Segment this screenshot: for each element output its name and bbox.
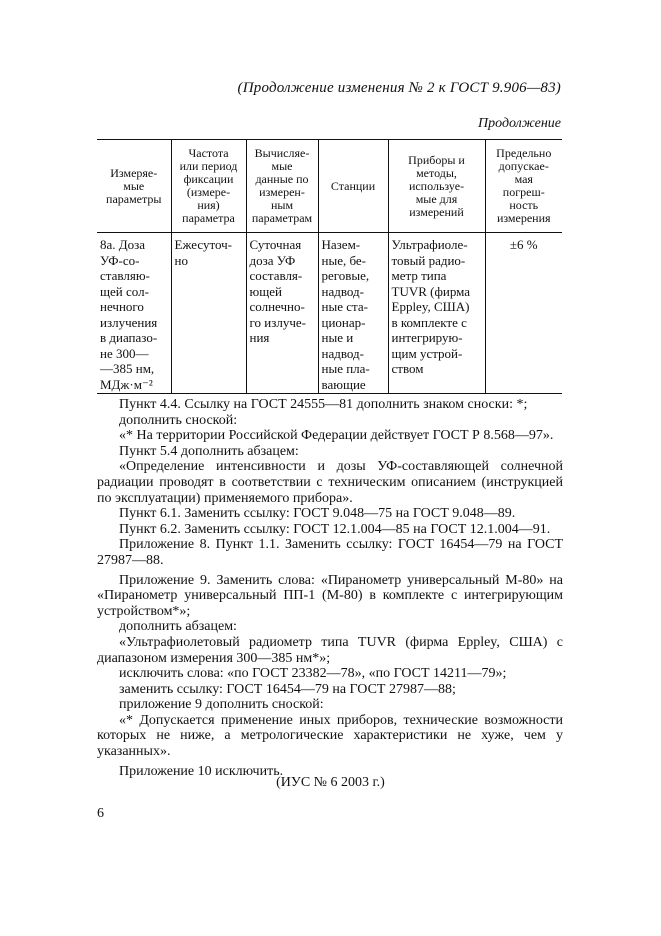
paragraph: исключить слова: «по ГОСТ 23382—78», «по ГОСТ 14211—79»; [119, 666, 507, 682]
paragraph: Пункт 4.4. Ссылку на ГОСТ 24555—81 дополнить знаком сноски: *; [119, 397, 528, 412]
measurement-table [97, 139, 562, 394]
column-header-computed: Вычисляе- мые данные по измерен- ным параметрам [246, 140, 318, 233]
cell-stations: Назем- ные, бе- реговые, надвод- ные ста- ционар- ные и надвод- ные пла- вающие [318, 233, 388, 394]
table-header-row [97, 140, 562, 233]
paragraph: Пункт 6.2. Заменить ссылку: ГОСТ 12.1.004—85 на ГОСТ 12.1.004—91. [119, 521, 551, 537]
column-header-stations: Станции [318, 140, 388, 233]
cell-error: ±6 % [485, 233, 562, 394]
cell-instruments: Ультрафиоле- товый радио- метр типа TUVR (фирма Eppley, США) в комплекте с интегрирую- щим устрой- ством [388, 233, 485, 394]
continuation-label: Продолжение [478, 116, 561, 131]
paragraph: Приложение 10 исключить. [119, 763, 284, 779]
paragraph: «Определение интенсивности и дозы УФ-составляющей солнечной радиации проводят в соответствии с техническим описанием (инструкцией по эксплуатации) применяемого прибора». [97, 459, 563, 506]
source-reference: (ИУС № 6 2003 г.) [276, 775, 385, 790]
paragraph: «* На территории Российской Федерации действует ГОСТ Р 8.568—97». [119, 428, 554, 444]
page-number: 6 [97, 806, 104, 821]
column-header-error: Предельно допускае- мая погреш- ность измерения [485, 140, 562, 233]
paragraph: Приложение 9. Заменить слова: «Пиранометр универсальный М-80» на «Пиранометр универсальный ПП-1 (М-80) в комплекте с интегрирующим устройством*»; [97, 572, 563, 619]
amendment-text [97, 397, 563, 779]
column-header-parameters: Измеряе- мые параметры [97, 140, 171, 233]
paragraph: Пункт 5.4 дополнить абзацем: [119, 443, 299, 459]
cell-frequency: Ежесуточ- но [171, 233, 246, 394]
column-header-frequency: Частота или период фиксации (измере- ния) параметра [171, 140, 246, 233]
continuation-header: (Продолжение изменения № 2 к ГОСТ 9.906—83) [237, 80, 561, 96]
paragraph: заменить ссылку: ГОСТ 16454—79 на ГОСТ 27987—88; [119, 681, 456, 697]
paragraph: «Ультрафиолетовый радиометр типа TUVR (фирма Eppley, США) с диапазоном измерения 300—385 нм*»; [97, 634, 563, 666]
paragraph: «* Допускается применение иных приборов, технические возможности которых не ниже, а метрологические характеристики не хуже, чем у указанных». [97, 712, 563, 760]
cell-parameter: 8а. Доза УФ-со- ставляю- щей сол- нечного излучения в диапазо- не 300— —385 нм, МДж·м⁻² [97, 233, 171, 394]
column-header-instruments: Приборы и методы, используе- мые для измерений [388, 140, 485, 233]
paragraph: дополнить сноской: [119, 412, 238, 428]
paragraph: Пункт 6.1. Заменить ссылку: ГОСТ 9.048—75 на ГОСТ 9.048—89. [119, 506, 516, 522]
cell-computed: Суточная доза УФ составля- ющей солнечно- го излуче- ния [246, 233, 318, 394]
paragraph: дополнить абзацем: [119, 619, 237, 635]
table-row [97, 233, 562, 394]
paragraph: приложение 9 дополнить сноской: [119, 697, 324, 713]
paragraph: Приложение 8. Пункт 1.1. Заменить ссылку: ГОСТ 16454—79 на ГОСТ 27987—88. [97, 537, 563, 568]
